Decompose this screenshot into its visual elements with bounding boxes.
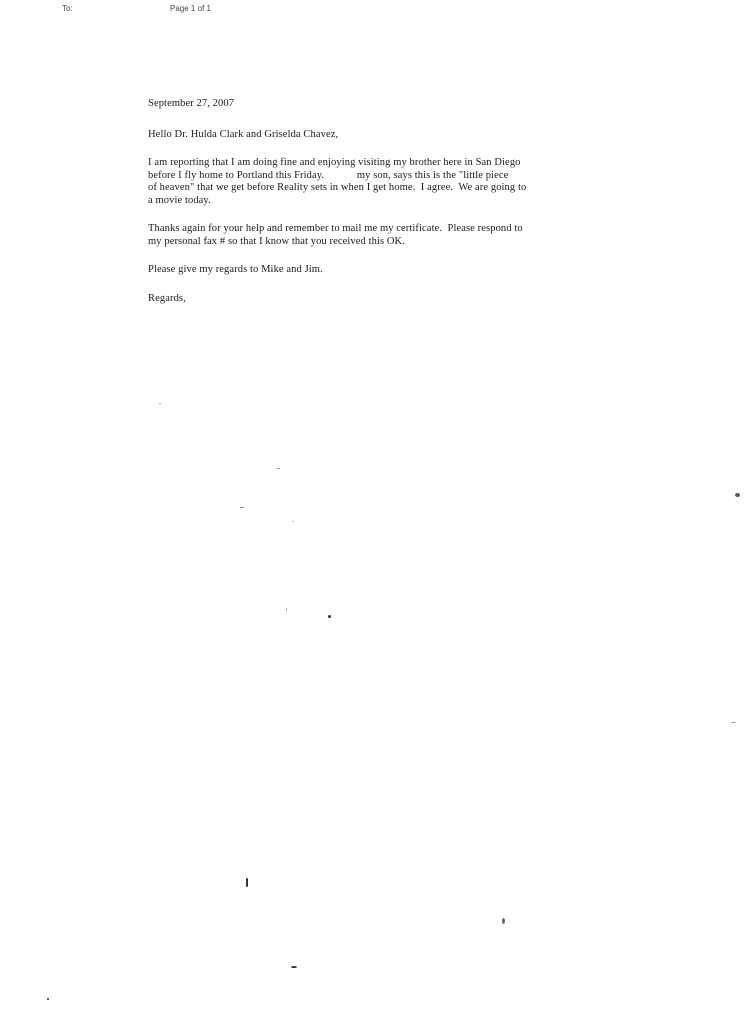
letter-date: September 27, 2007 [148,98,235,109]
letter-body [148,98,618,305]
scan-speck [291,966,297,968]
paragraph-line: of heaven" that we get before Reality sets in when I get home. I agree. We are going to [148,182,527,193]
scan-speck [286,608,287,611]
paragraph-line: before I fly home to Portland this Friday. my son, says this is the "little piece [148,169,509,181]
fax-page-number: Page 1 of 1 [170,4,211,13]
fax-to-label: To: [62,4,73,13]
scan-speck [731,722,736,723]
scan-speck [328,615,331,618]
scan-speck [246,878,248,887]
paragraph-line: a movie today. [148,194,211,206]
scan-speck [502,918,505,924]
paragraph-line: Thanks again for your help and remember to mail me my certificate. Please respond to [148,223,523,234]
scan-speck [240,507,244,508]
letter-closing: Regards, [148,292,186,304]
scan-speck [159,403,161,404]
scan-speck [47,998,49,1000]
fax-header [0,4,745,18]
paragraph-1 [148,157,618,207]
letter-greeting: Hello Dr. Hulda Clark and Griselda Chavez, [148,128,339,140]
scan-speck [735,493,740,497]
scan-speck [292,521,294,522]
paragraph-line: I am reporting that I am doing fine and enjoying visiting my brother here in San Diego [148,157,521,168]
paragraph-3: Please give my regards to Mike and Jim. [148,264,323,275]
paragraph-line: my personal fax # so that I know that you received this OK. [148,235,405,247]
scan-speck [277,468,280,469]
paragraph-2 [148,223,618,248]
